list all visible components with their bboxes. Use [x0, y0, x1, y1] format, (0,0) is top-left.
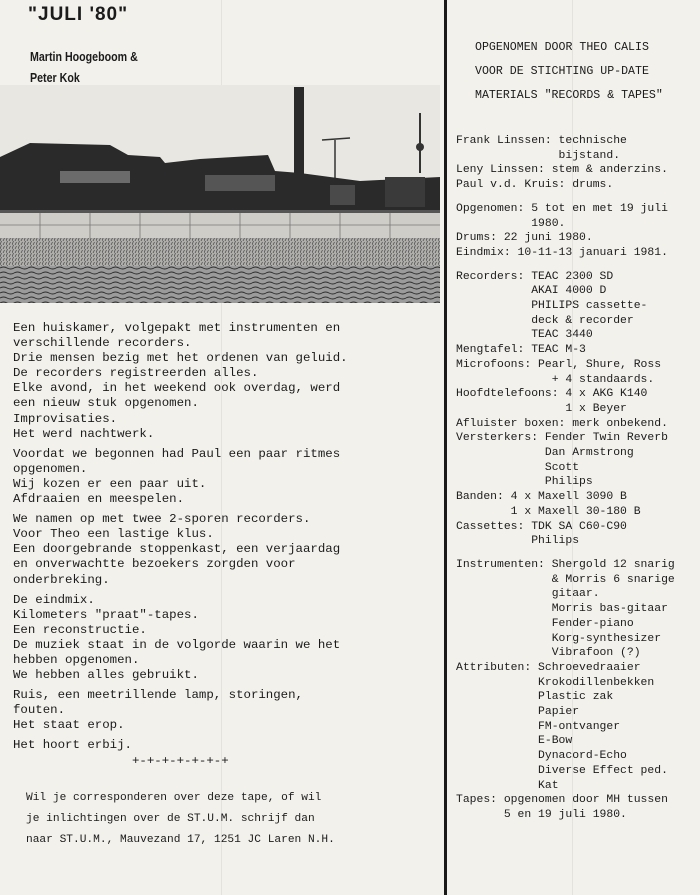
section-gap: [456, 193, 675, 202]
contact-text: [26, 788, 335, 851]
credit-line: + 4 standaards.: [456, 373, 655, 386]
credit-line: Kat: [456, 779, 559, 792]
section-gap: [456, 549, 675, 558]
credit-line: Cassettes: TDK SA C60-C90: [456, 520, 627, 533]
credit-line: E-Bow: [456, 735, 573, 748]
body-line: Voordat we begonnen had Paul een paar ritmes: [13, 446, 341, 461]
body-line: opgenomen.: [13, 461, 88, 476]
body-line: We namen op met twee 2-sporen recorders.: [13, 512, 311, 527]
body-line: Een huiskamer, volgepakt met instrumenten en: [13, 321, 341, 335]
body-line: De recorders registreerden alles.: [13, 366, 259, 381]
authors: [30, 46, 138, 88]
credit-line: & Morris 6 snarige: [456, 573, 675, 586]
body-line: De muziek staat in de volgorde waarin we het: [13, 637, 341, 652]
section-gap: [456, 261, 675, 270]
credit-line: TEAC 3440: [456, 329, 593, 342]
header-line: OPGENOMEN DOOR THEO CALIS: [475, 41, 649, 54]
body-line: en onverwachtte bezoekers zorgden voor: [13, 557, 296, 572]
author-line: Peter Kok: [30, 70, 80, 85]
credit-line: 1980.: [456, 217, 566, 230]
credits-list: [456, 134, 675, 823]
separator-line: +-+-+-+-+-+-+: [13, 753, 229, 768]
credit-line: Banden: 4 x Maxell 3090 B: [456, 491, 627, 504]
credit-line: Dan Armstrong: [456, 447, 634, 460]
credit-line: Mengtafel: TEAC M-3: [456, 344, 586, 357]
body-line: Kilometers "praat"-tapes.: [13, 607, 199, 622]
credit-line: Instrumenten: Shergold 12 snarig: [456, 558, 675, 571]
body-text: [13, 321, 443, 769]
body-line: onderbreking.: [13, 572, 110, 587]
recording-header: [475, 36, 663, 108]
credit-line: 5 en 19 juli 1980.: [456, 808, 627, 821]
credit-line: Leny Linssen: stem & anderzins.: [456, 164, 668, 177]
body-line: Het hoort erbij.: [13, 738, 132, 753]
body-line: fouten.: [13, 703, 66, 718]
body-line: Wij kozen er een paar uit.: [13, 476, 207, 491]
credit-line: Fender-piano: [456, 617, 634, 630]
column-divider: [444, 0, 447, 895]
credit-line: Paul v.d. Kruis: drums.: [456, 179, 614, 192]
credit-line: Morris bas-gitaar: [456, 603, 668, 616]
credit-line: AKAI 4000 D: [456, 285, 607, 298]
factory-photo: [0, 85, 440, 303]
credit-line: Hoofdtelefoons: 4 x AKG K140: [456, 388, 648, 401]
credit-line: Microfoons: Pearl, Shure, Ross: [456, 358, 662, 371]
credit-line: Eindmix: 10-11-13 januari 1981.: [456, 246, 668, 259]
body-line: Improvisaties.: [13, 411, 118, 426]
body-line: Voor Theo een lastige klus.: [13, 527, 214, 542]
credit-line: Opgenomen: 5 tot en met 19 juli: [456, 202, 668, 215]
body-line: Drie mensen bezig met het ordenen van geluid.: [13, 351, 348, 366]
body-line: Het staat erop.: [13, 718, 125, 733]
credit-line: deck & recorder: [456, 314, 634, 327]
body-line: verschillende recorders.: [13, 336, 192, 351]
credit-line: Krokodillenbekken: [456, 676, 655, 689]
credit-line: Korg-synthesizer: [456, 632, 662, 645]
credit-line: FM-ontvanger: [456, 720, 621, 733]
credit-line: Vibrafoon (?): [456, 647, 641, 660]
credit-line: PHILIPS cassette-: [456, 300, 648, 313]
credit-line: Attributen: Schroevedraaier: [456, 661, 641, 674]
contact-line: naar ST.U.M., Mauvezand 17, 1251 JC Laren N.H.: [26, 834, 335, 846]
credit-line: bijstand.: [456, 149, 621, 162]
credit-line: Frank Linssen: technische: [456, 135, 627, 147]
body-line: Elke avond, in het weekend ook overdag, werd: [13, 381, 341, 396]
document-title: "JULI '80": [28, 4, 129, 25]
body-line: Een doorgebrande stoppenkast, een verjaardag: [13, 542, 341, 557]
credit-line: Afluister boxen: merk onbekend.: [456, 417, 668, 430]
credit-line: Tapes: opgenomen door MH tussen: [456, 794, 668, 807]
header-line: VOOR DE STICHTING UP-DATE: [475, 65, 649, 78]
credit-line: Dynacord-Echo: [456, 750, 627, 763]
body-line: hebben opgenomen.: [13, 652, 140, 667]
body-line: een nieuw stuk opgenomen.: [13, 396, 199, 411]
body-line: De eindmix.: [13, 592, 95, 607]
credit-line: Scott: [456, 461, 580, 474]
contact-line: je inlichtingen over de ST.U.M. schrijf dan: [26, 813, 315, 825]
credit-line: Papier: [456, 706, 580, 719]
author-line: Martin Hoogeboom &: [30, 49, 138, 64]
credit-line: Drums: 22 juni 1980.: [456, 232, 593, 245]
credit-line: Philips: [456, 535, 580, 548]
body-line: Een reconstructie.: [13, 622, 147, 637]
body-line: Het werd nachtwerk.: [13, 426, 155, 441]
credit-line: Philips: [456, 476, 593, 489]
body-line: Ruis, een meetrillende lamp, storingen,: [13, 688, 303, 703]
credit-line: 1 x Maxell 30-180 B: [456, 505, 641, 518]
header-line: MATERIALS "RECORDS & TAPES": [475, 89, 663, 102]
contact-line: Wil je corresponderen over deze tape, of wil: [26, 792, 322, 804]
credit-line: gitaar.: [456, 588, 600, 601]
credit-line: 1 x Beyer: [456, 402, 627, 415]
credit-line: Recorders: TEAC 2300 SD: [456, 270, 614, 283]
credit-line: Plastic zak: [456, 691, 614, 704]
body-line: We hebben alles gebruikt.: [13, 668, 199, 683]
credit-line: Versterkers: Fender Twin Reverb: [456, 432, 668, 445]
credit-line: Diverse Effect ped.: [456, 764, 668, 777]
body-line: Afdraaien en meespelen.: [13, 492, 185, 507]
